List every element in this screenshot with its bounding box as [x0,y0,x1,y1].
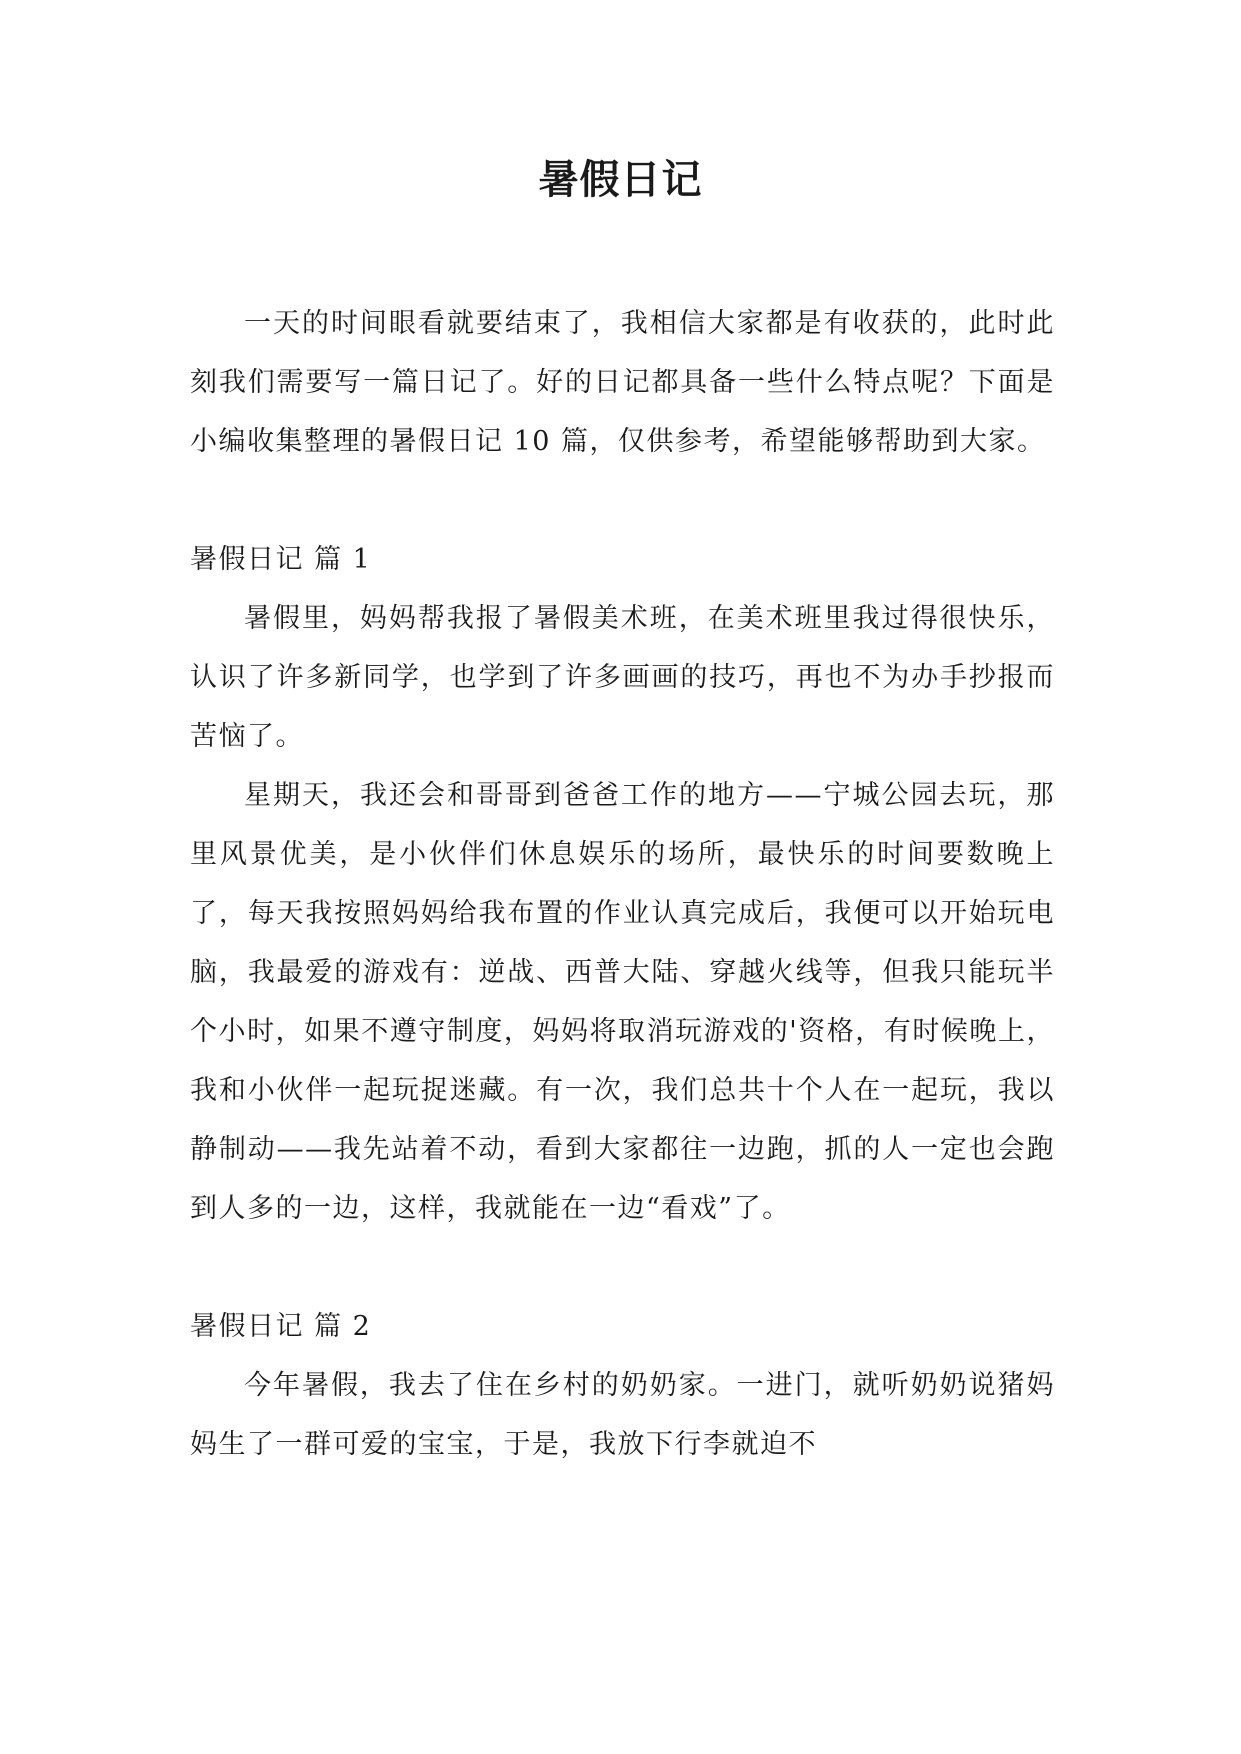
section-heading-2: 暑假日记 篇 2 [190,1311,372,1342]
section-1-paragraph-2: 星期天，我还会和哥哥到爸爸工作的地方——宁城公园去玩，那里风景优美，是小伙伴们休息娱乐的场所，最快乐的时间要数晚上了，每天我按照妈妈给我布置的作业认真完成后，我便可以开始玩电脑，我最爱的游戏有：逆战、西普大陆、穿越火线等，但我只能玩半个小时，如果不遵守制度，妈妈将取消玩游戏的'资格，有时候晚上，我和小伙伴一起玩捉迷藏。有一次，我们总共十个人在一起玩，我以静制动——我先站着不动，看到大家都往一边跑，抓的人一定也会跑到人多的一边，这样，我就能在一边“看戏”了。 [190,780,1055,1224]
document-title: 暑假日记 [538,157,703,203]
section-heading-1: 暑假日记 篇 1 [190,544,372,575]
section-2-paragraph-1: 今年暑假，我去了住在乡村的奶奶家。一进门，就听奶奶说猪妈妈生了一群可爱的宝宝，于是，我放下行李就迫不 [190,1370,1055,1460]
section-spacer [190,471,1055,530]
document-body [190,294,1055,1474]
intro-paragraph: 一天的时间眼看就要结束了，我相信大家都是有收获的，此时此刻我们需要写一篇日记了。好的日记都具备一些什么特点呢？下面是小编收集整理的暑假日记 10 篇，仅供参考，希望能够帮助到大家。 [190,308,1055,457]
section-spacer [190,1238,1055,1297]
section-1-paragraph-1: 暑假里，妈妈帮我报了暑假美术班，在美术班里我过得很快乐，认识了许多新同学，也学到了许多画画的技巧，再也不为办手抄报而苦恼了。 [190,603,1055,752]
